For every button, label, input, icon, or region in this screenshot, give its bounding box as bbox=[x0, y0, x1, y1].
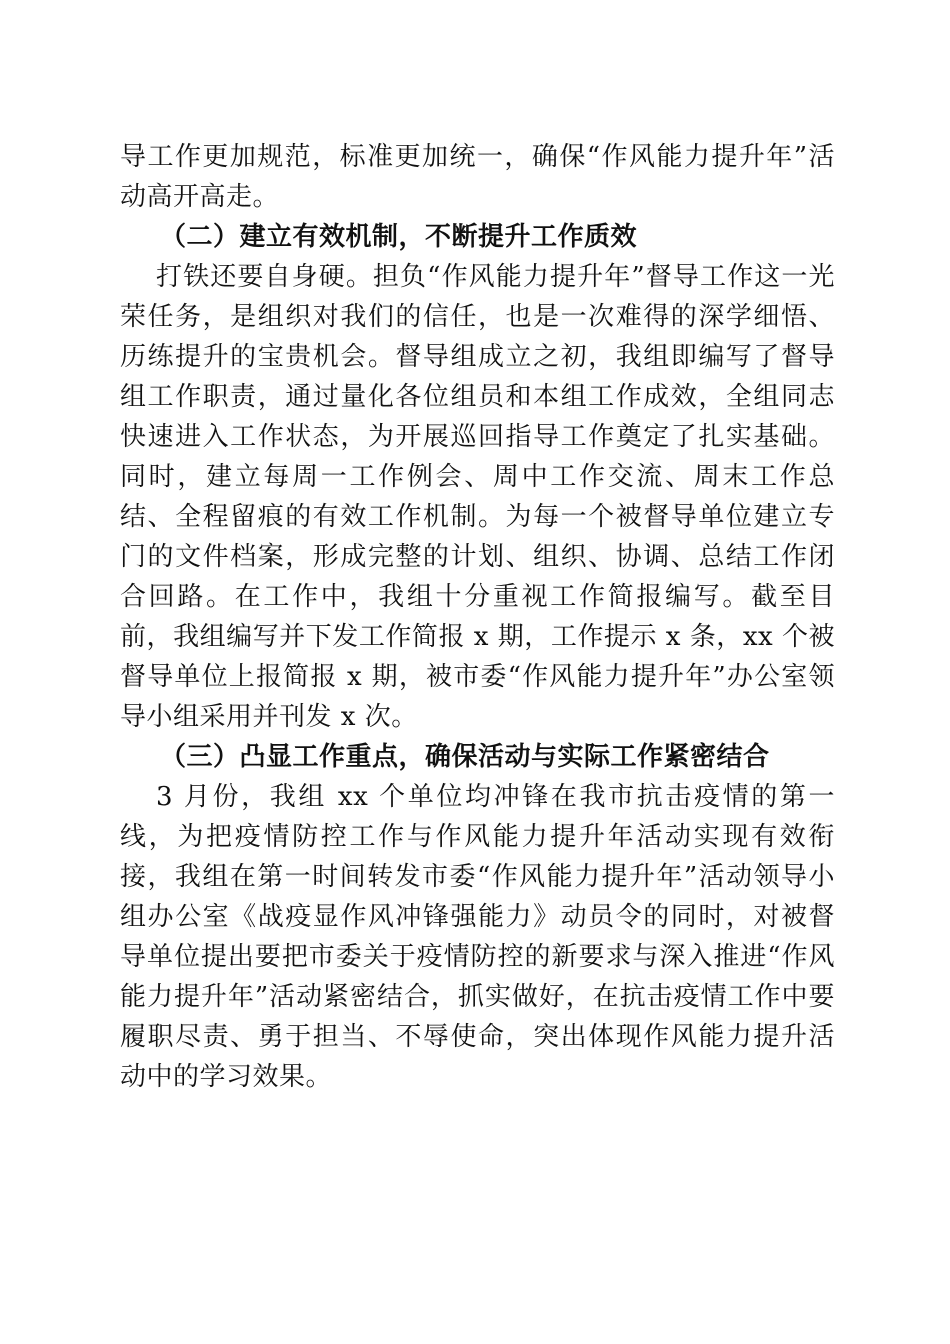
paragraph-section-3: 3 月份，我组 xx 个单位均冲锋在我市抗击疫情的第一线，为把疫情防控工作与作风能力提升年活动实现有效衔接，我组在第一时间转发市委“作风能力提升年”活动领导小组办公室《战疫显作风冲锋强能力》动员令的同时，对被督导单位提出要把市委关于疫情防控的新要求与深入推进“作风能力提升年”活动紧密结合，抓实做好，在抗击疫情工作中要履职尽责、勇于担当、不辱使命，突出体现作风能力提升活动中的学习效果。 bbox=[120, 782, 835, 1092]
document-body bbox=[120, 137, 835, 1097]
section-heading-2: （二）建立有效机制，不断提升工作质效 bbox=[160, 222, 638, 252]
section-heading-3: （三）凸显工作重点，确保活动与实际工作紧密结合 bbox=[160, 742, 770, 772]
paragraph-continuation: 导工作更加规范，标准更加统一，确保“作风能力提升年”活动高开高走。 bbox=[120, 142, 835, 212]
paragraph-section-2: 打铁还要自身硬。担负“作风能力提升年”督导工作这一光荣任务，是组织对我们的信任，也是一次难得的深学细悟、历练提升的宝贵机会。督导组成立之初，我组即编写了督导组工作职责，通过量化各位组员和本组工作成效，全组同志快速进入工作状态，为开展巡回指导工作奠定了扎实基础。同时，建立每周一工作例会、周中工作交流、周末工作总结、全程留痕的有效工作机制。为每一个被督导单位建立专门的文件档案，形成完整的计划、组织、协调、总结工作闭合回路。在工作中，我组十分重视工作简报编写。截至目前，我组编写并下发工作简报 x 期，工作提示 x 条，xx 个被督导单位上报简报 x 期，被市委“作风能力提升年”办公室领导小组采用并刊发 x 次。 bbox=[120, 262, 835, 732]
